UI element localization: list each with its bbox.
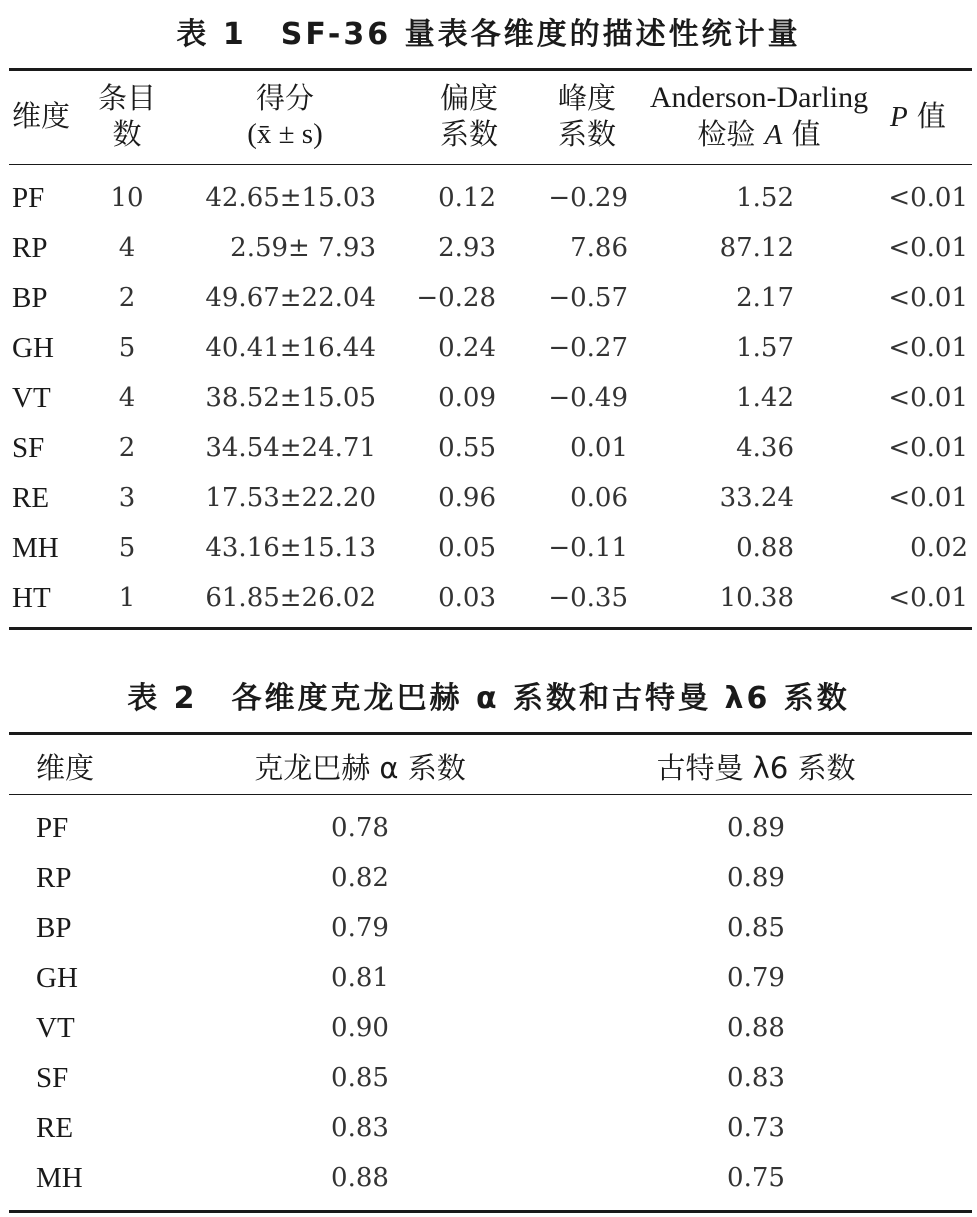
p-value-cell: <0.01	[888, 583, 968, 613]
score-cell: 34.54±24.71	[205, 433, 376, 463]
items-cell: 4	[118, 233, 136, 263]
table-row	[0, 953, 977, 1003]
table2-top-rule	[9, 732, 972, 735]
t1-header-items-line2: 数	[112, 117, 142, 151]
table-row	[0, 1103, 977, 1153]
p-value-cell: <0.01	[888, 483, 968, 513]
score-cell: 49.67±22.04	[205, 283, 376, 313]
dimension-cell: BP	[12, 282, 48, 314]
alpha-cell: 0.83	[331, 1113, 389, 1143]
lambda-cell: 0.73	[727, 1113, 785, 1143]
t2-header-lambda: 古特曼 λ6 系数	[656, 751, 856, 785]
skewness-cell: 0.24	[438, 333, 496, 363]
anderson-darling-cell: 4.36	[736, 433, 794, 463]
items-cell: 5	[118, 533, 136, 563]
t1-header-dimension: 维度	[12, 99, 71, 133]
skewness-cell: 0.12	[438, 183, 496, 213]
anderson-darling-cell: 1.42	[736, 383, 794, 413]
dimension-cell: PF	[36, 812, 69, 844]
t1-header-p-post: 值	[907, 99, 946, 133]
table2-header-rule	[9, 794, 972, 795]
skewness-cell: 0.96	[438, 483, 496, 513]
dimension-cell: SF	[12, 432, 45, 464]
anderson-darling-cell: 0.88	[736, 533, 794, 563]
dimension-cell: RE	[12, 482, 50, 514]
table-row	[0, 323, 977, 373]
table-row	[0, 853, 977, 903]
anderson-darling-cell: 10.38	[719, 583, 794, 613]
dimension-cell: HT	[12, 582, 51, 614]
table-row	[0, 523, 977, 573]
p-value-cell: <0.01	[888, 233, 968, 263]
p-value-cell: <0.01	[888, 283, 968, 313]
table-row	[0, 803, 977, 853]
dimension-cell: GH	[36, 962, 78, 994]
table-row	[0, 573, 977, 623]
anderson-darling-cell: 33.24	[719, 483, 794, 513]
table1-title: SF-36 量表各维度的描述性统计量	[280, 17, 801, 52]
lambda-cell: 0.89	[727, 813, 785, 843]
table-row	[0, 223, 977, 273]
items-cell: 2	[118, 283, 136, 313]
table-row	[0, 273, 977, 323]
table2-title: 各维度克龙巴赫 α 系数和古特曼 λ6 系数	[231, 681, 850, 716]
dimension-cell: PF	[12, 182, 45, 214]
kurtosis-cell: −0.29	[548, 183, 628, 213]
alpha-cell: 0.90	[331, 1013, 389, 1043]
t1-header-kurt-line2: 系数	[557, 117, 616, 151]
t1-header-skew-line1: 偏度	[439, 81, 498, 115]
dimension-cell: MH	[12, 532, 59, 564]
kurtosis-cell: −0.49	[548, 383, 628, 413]
t1-header-items-line1: 条目	[97, 81, 156, 115]
dimension-cell: BP	[36, 912, 72, 944]
table-row	[0, 1153, 977, 1203]
alpha-cell: 0.88	[331, 1163, 389, 1193]
t1-header-ad-symbol: A	[764, 119, 783, 151]
dimension-cell: RP	[36, 862, 72, 894]
t1-header-p-symbol: P	[890, 101, 908, 133]
table2-caption	[0, 673, 977, 717]
lambda-cell: 0.75	[727, 1163, 785, 1193]
table-row	[0, 473, 977, 523]
t1-header-kurt-line1: 峰度	[557, 81, 616, 115]
alpha-cell: 0.81	[331, 963, 389, 993]
t2-header-alpha: 克龙巴赫 α 系数	[254, 751, 466, 785]
t1-header-score-line2: (x̄ ± s)	[247, 118, 323, 150]
dimension-cell: MH	[36, 1162, 83, 1194]
p-value-cell: <0.01	[888, 183, 968, 213]
skewness-cell: 0.55	[438, 433, 496, 463]
table1-label: 表 1	[176, 17, 247, 52]
table-row	[0, 1053, 977, 1103]
score-cell: 61.85±26.02	[205, 583, 376, 613]
p-value-cell: <0.01	[888, 383, 968, 413]
t1-header-ad-post: 值	[782, 117, 821, 151]
score-cell: 2.59± 7.93	[230, 233, 376, 263]
anderson-darling-cell: 87.12	[719, 233, 794, 263]
lambda-cell: 0.88	[727, 1013, 785, 1043]
items-cell: 5	[118, 333, 136, 363]
table1-top-rule	[9, 68, 972, 71]
items-cell: 1	[118, 583, 136, 613]
skewness-cell: 0.09	[438, 383, 496, 413]
kurtosis-cell: 0.01	[570, 433, 628, 463]
kurtosis-cell: 7.86	[570, 233, 628, 263]
kurtosis-cell: −0.27	[548, 333, 628, 363]
t1-header-ad-line1: Anderson-Darling	[649, 81, 869, 114]
alpha-cell: 0.78	[331, 813, 389, 843]
table2-bottom-rule	[9, 1210, 972, 1213]
kurtosis-cell: −0.57	[548, 283, 628, 313]
skewness-cell: 0.05	[438, 533, 496, 563]
table-row	[0, 1003, 977, 1053]
p-value-cell: 0.02	[910, 533, 968, 563]
dimension-cell: RP	[12, 232, 48, 264]
skewness-cell: 0.03	[438, 583, 496, 613]
items-cell: 4	[118, 383, 136, 413]
table1-caption	[0, 9, 977, 53]
table-row	[0, 373, 977, 423]
t1-header-ad-pre: 检验	[697, 117, 765, 151]
lambda-cell: 0.83	[727, 1063, 785, 1093]
p-value-cell: <0.01	[888, 333, 968, 363]
table2-label: 表 2	[127, 681, 198, 716]
score-cell: 17.53±22.20	[205, 483, 376, 513]
items-cell: 3	[118, 483, 136, 513]
score-cell: 43.16±15.13	[205, 533, 376, 563]
alpha-cell: 0.85	[331, 1063, 389, 1093]
table1-header-rule	[9, 164, 972, 165]
table-row	[0, 173, 977, 223]
skewness-cell: −0.28	[416, 283, 496, 313]
table-row	[0, 903, 977, 953]
alpha-cell: 0.79	[331, 913, 389, 943]
score-cell: 40.41±16.44	[205, 333, 376, 363]
dimension-cell: SF	[36, 1062, 69, 1094]
dimension-cell: VT	[36, 1012, 75, 1044]
t1-header-skew-line2: 系数	[439, 117, 498, 151]
anderson-darling-cell: 1.52	[736, 183, 794, 213]
anderson-darling-cell: 2.17	[736, 283, 794, 313]
table-row	[0, 423, 977, 473]
anderson-darling-cell: 1.57	[736, 333, 794, 363]
dimension-cell: VT	[12, 382, 51, 414]
lambda-cell: 0.89	[727, 863, 785, 893]
t2-header-dimension: 维度	[36, 751, 95, 785]
t1-header-p	[890, 98, 946, 135]
score-cell: 38.52±15.05	[205, 383, 376, 413]
kurtosis-cell: 0.06	[570, 483, 628, 513]
lambda-cell: 0.79	[727, 963, 785, 993]
dimension-cell: RE	[36, 1112, 74, 1144]
items-cell: 2	[118, 433, 136, 463]
kurtosis-cell: −0.35	[548, 583, 628, 613]
dimension-cell: GH	[12, 332, 54, 364]
p-value-cell: <0.01	[888, 433, 968, 463]
items-cell: 10	[110, 183, 144, 213]
t1-header-score-line1: 得分	[255, 81, 314, 115]
t1-header-ad-line2	[634, 116, 884, 153]
skewness-cell: 2.93	[438, 233, 496, 263]
alpha-cell: 0.82	[331, 863, 389, 893]
table1-bottom-rule	[9, 627, 972, 630]
lambda-cell: 0.85	[727, 913, 785, 943]
kurtosis-cell: −0.11	[548, 533, 628, 563]
score-cell: 42.65±15.03	[205, 183, 376, 213]
